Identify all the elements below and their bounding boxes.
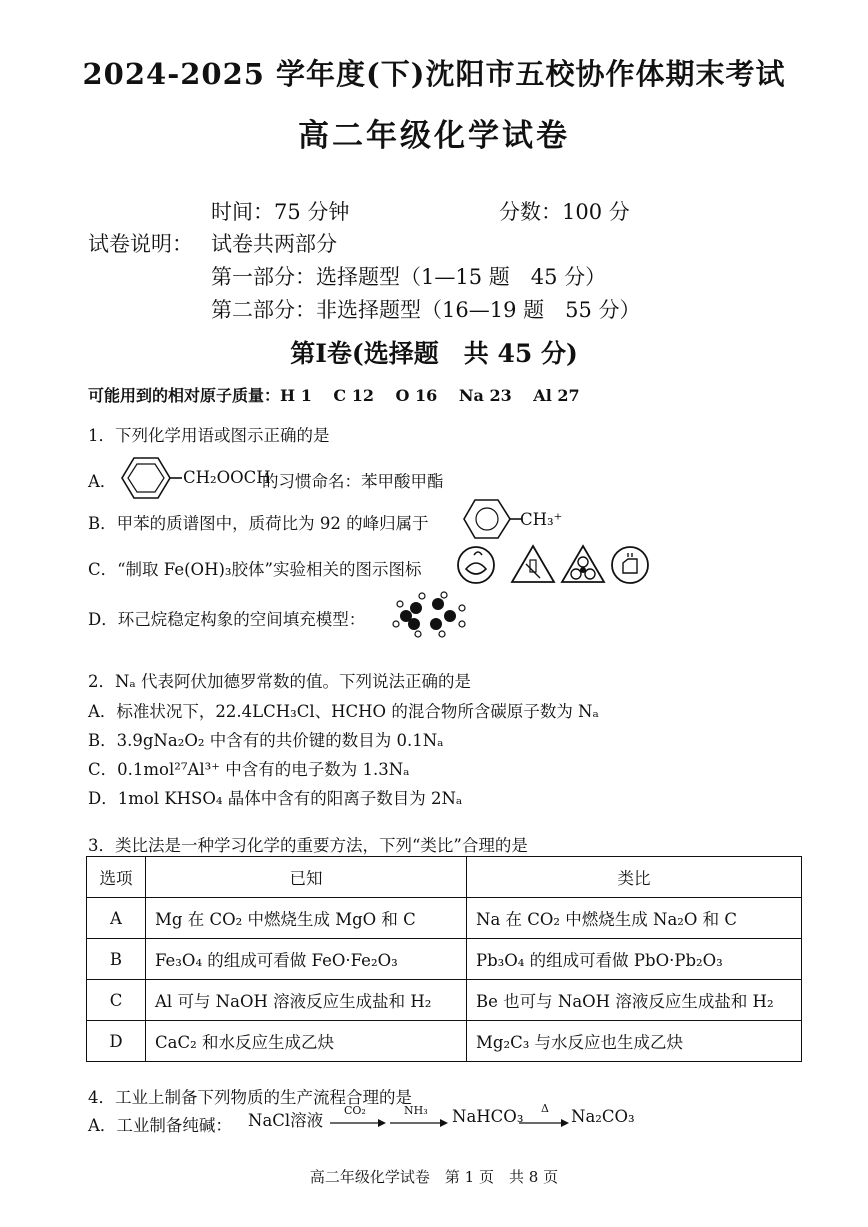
table-row xyxy=(87,980,802,1021)
table-cell: Al 可与 NaOH 溶液反应生成盐和 H₂ xyxy=(146,980,467,1021)
caution-triangle-icon xyxy=(510,544,556,584)
flow-start: NaCl溶液 xyxy=(248,1111,324,1130)
benzene-ring-icon xyxy=(120,456,182,500)
exam-title: 2024-2025 学年度(下)沈阳市五校协作体期末考试 xyxy=(82,57,786,91)
hot-surface-hazard-icon xyxy=(456,545,496,585)
flow-arrow-icon xyxy=(390,1118,448,1128)
section-heading: 第Ⅰ卷(选择题 共 45 分) xyxy=(290,339,578,368)
q1-option-b-formula: CH₃⁺ xyxy=(520,510,563,529)
table-cell: B xyxy=(87,939,146,980)
toluene-ring-icon xyxy=(462,498,522,540)
atomic-masses: 可能用到的相对原子质量：H 1 C 12 O 16 Na 23 Al 27 xyxy=(88,386,580,405)
q2-option-b: B．3.9gNa₂O₂ 中含有的共价键的数目为 0.1Nₐ xyxy=(88,731,444,750)
flow-end: Na₂CO₃ xyxy=(571,1107,635,1126)
q3-stem: 3．类比法是一种学习化学的重要方法，下列“类比”合理的是 xyxy=(88,836,528,855)
exam-subtitle: 高二年级化学试卷 xyxy=(298,118,570,154)
table-cell: Fe₃O₄ 的组成可看做 FeO·Fe₂O₃ xyxy=(146,939,467,980)
table-row xyxy=(87,898,802,939)
q4-stem: 4．工业上制备下列物质的生产流程合理的是 xyxy=(88,1088,412,1107)
table-row xyxy=(87,1021,802,1062)
q2-option-c: C．0.1mol²⁷Al³⁺ 中含有的电子数为 1.3Nₐ xyxy=(88,760,410,779)
q1-option-a-label: A． xyxy=(88,472,117,491)
table-header: 类比 xyxy=(467,857,802,898)
flow-arrow-icon xyxy=(330,1118,386,1128)
table-cell: Mg 在 CO₂ 中燃烧生成 MgO 和 C xyxy=(146,898,467,939)
q1-stem: 1．下列化学用语或图示正确的是 xyxy=(88,426,330,445)
flow-mid: NaHCO₃ xyxy=(452,1107,524,1126)
q1-option-c-text: C．“制取 Fe(OH)₃胶体”实验相关的图示图标 xyxy=(88,560,422,579)
table-cell: Pb₃O₄ 的组成可看做 PbO·Pb₂O₃ xyxy=(467,939,802,980)
flow-reagent-co2: CO₂ xyxy=(344,1104,366,1117)
table-header-row xyxy=(87,857,802,898)
table-header: 选项 xyxy=(87,857,146,898)
table-cell: A xyxy=(87,898,146,939)
exam-desc: 试卷共两部分 xyxy=(211,232,337,256)
fan-ventilation-icon xyxy=(560,544,606,584)
q2-option-d: D．1mol KHSO₄ 晶体中含有的阳离子数目为 2Nₐ xyxy=(88,789,463,808)
flow-reagent-nh3: NH₃ xyxy=(404,1104,428,1117)
q2-stem: 2．Nₐ 代表阿伏加德罗常数的值。下列说法正确的是 xyxy=(88,672,472,691)
table-cell: Mg₂C₃ 与水反应也生成乙炔 xyxy=(467,1021,802,1062)
flow-arrow-icon xyxy=(519,1118,569,1128)
table-cell: C xyxy=(87,980,146,1021)
exam-time: 时间：75 分钟 xyxy=(211,200,350,224)
q1-option-a-formula: CH₂OOCH xyxy=(183,468,271,487)
exam-desc-label: 试卷说明： xyxy=(88,232,193,256)
table-cell: Be 也可与 NaOH 溶液反应生成盐和 H₂ xyxy=(467,980,802,1021)
analogy-table xyxy=(86,856,802,1062)
table-header: 已知 xyxy=(146,857,467,898)
q1-option-a-text: 的习惯命名：苯甲酸甲酯 xyxy=(262,472,444,491)
table-cell: D xyxy=(87,1021,146,1062)
q1-option-b-text: B．甲苯的质谱图中，质荷比为 92 的峰归属于 xyxy=(88,514,429,533)
flow-reagent-heat: Δ xyxy=(541,1102,549,1115)
q2-option-a: A．标准状况下，22.4LCH₃Cl、HCHO 的混合物所含碳原子数为 Nₐ xyxy=(88,702,599,721)
exam-score: 分数：100 分 xyxy=(499,200,630,224)
exam-part1: 第一部分：选择题型（1—15 题 45 分） xyxy=(211,265,607,289)
q1-option-d-text: D．环己烷稳定构象的空间填充模型： xyxy=(88,610,366,629)
cyclohexane-model-icon xyxy=(392,592,472,638)
q4-option-a-label: A．工业制备纯碱： xyxy=(88,1116,232,1135)
wash-hands-icon xyxy=(610,545,650,585)
page-footer: 高二年级化学试卷 第 1 页 共 8 页 xyxy=(309,1168,559,1186)
table-row xyxy=(87,939,802,980)
exam-part2: 第二部分：非选择题型（16—19 题 55 分） xyxy=(211,298,641,322)
table-cell: CaC₂ 和水反应生成乙炔 xyxy=(146,1021,467,1062)
table-cell: Na 在 CO₂ 中燃烧生成 Na₂O 和 C xyxy=(467,898,802,939)
